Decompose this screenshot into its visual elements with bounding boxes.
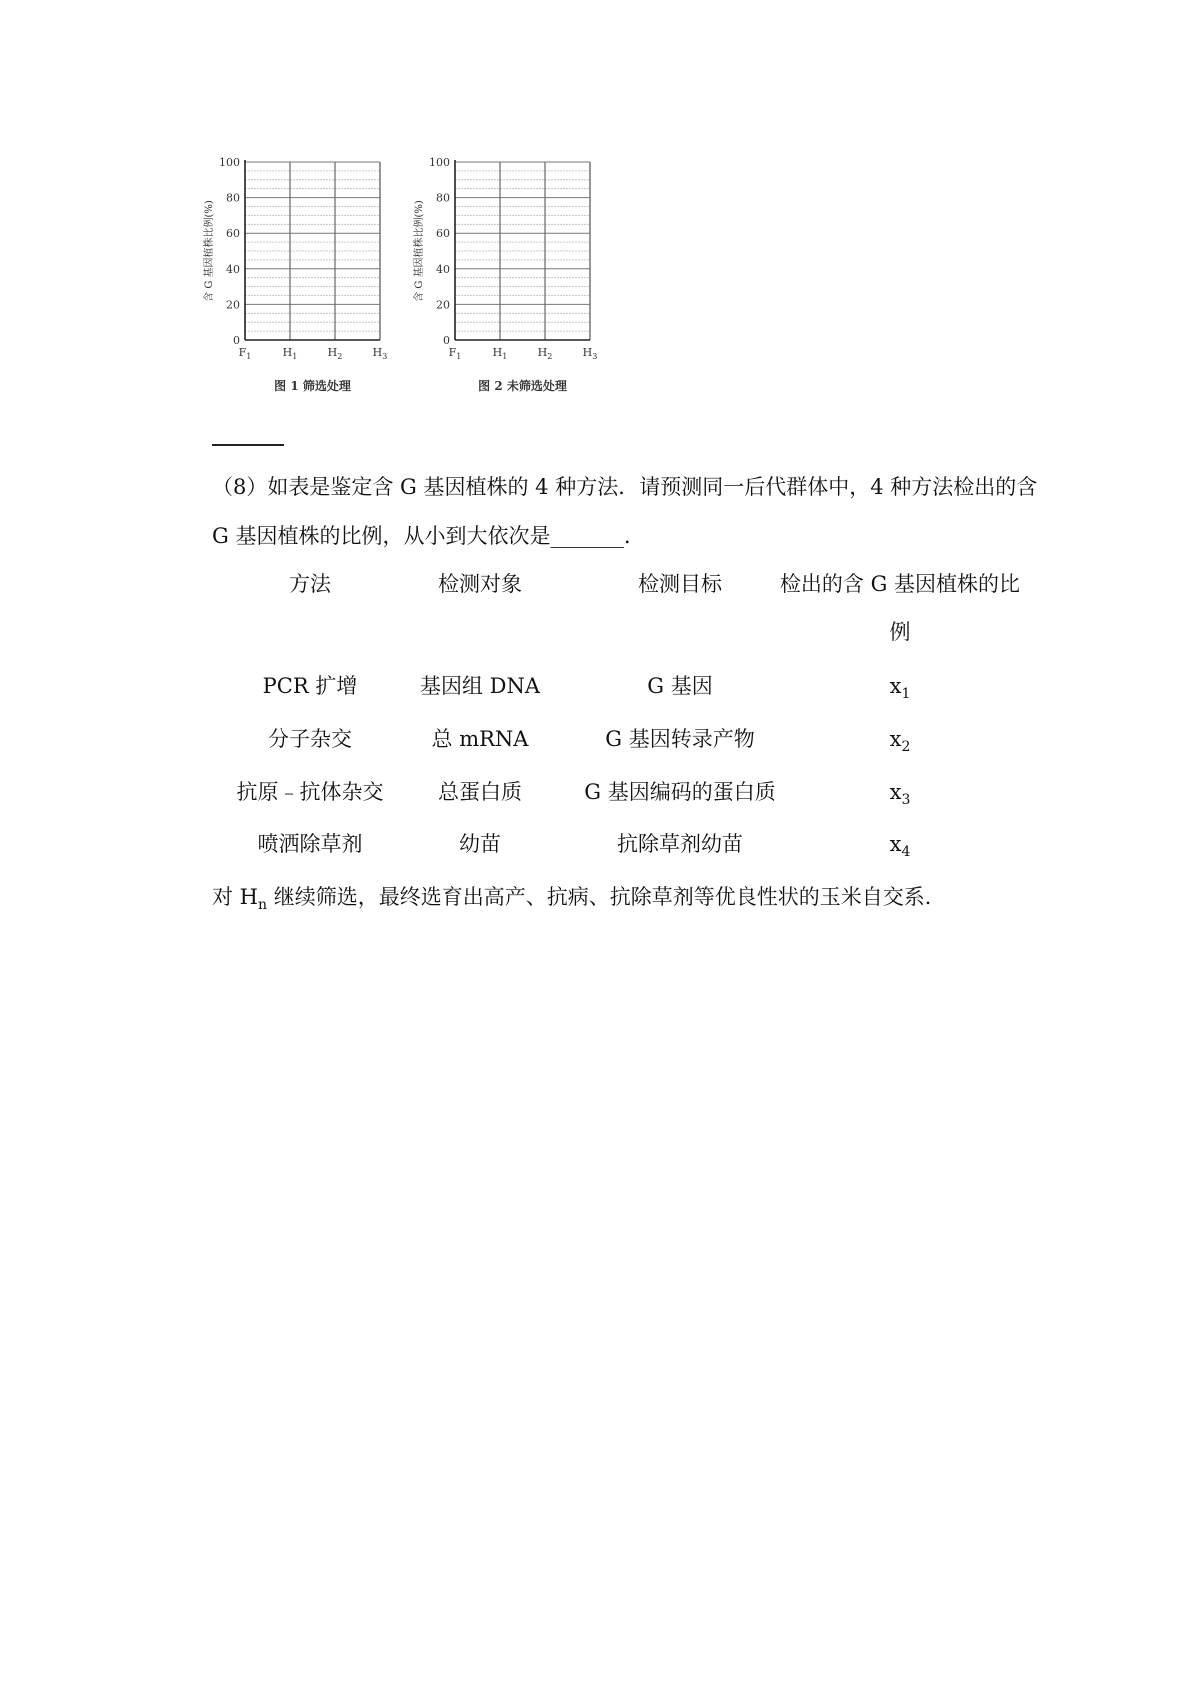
question-line-2: G 基因植株的比例，从小到大依次是_______． bbox=[212, 524, 645, 548]
table-cell-ratio: $x_3$ bbox=[889, 780, 911, 808]
table-header-ratio: 检出的含 G 基因植株的比 bbox=[779, 572, 1021, 596]
y-tick-label: 100 bbox=[429, 156, 450, 169]
table-cell-ratio: $x_4$ bbox=[889, 832, 911, 860]
y-axis-title: 含 G 基因植株比例(%) bbox=[414, 200, 425, 302]
x-tick-label: $F_1$ bbox=[238, 346, 252, 361]
chart-title: 图 2 未筛选处理 bbox=[478, 379, 567, 393]
y-tick-label: 40 bbox=[436, 262, 450, 276]
y-tick-label: 60 bbox=[226, 227, 240, 241]
y-tick-label: 80 bbox=[226, 191, 240, 205]
table-cell-target: 抗除草剂幼苗 bbox=[617, 832, 743, 856]
y-axis-title: 含 G 基因植株比例(%) bbox=[204, 200, 215, 302]
table-cell-object: 基因组 DNA bbox=[419, 674, 541, 698]
x-tick-label: $H_1$ bbox=[492, 346, 508, 361]
y-tick-label: 0 bbox=[233, 334, 240, 347]
y-tick-label: 60 bbox=[436, 227, 450, 241]
table-cell-method: PCR 扩增 bbox=[262, 674, 358, 698]
chart-1-svg bbox=[200, 150, 400, 400]
x-tick-label: $H_3$ bbox=[582, 346, 598, 361]
table-cell-object: 幼苗 bbox=[459, 832, 501, 856]
table-header-ratio-cont: 例 bbox=[889, 620, 911, 644]
y-tick-label: 20 bbox=[436, 298, 450, 312]
table-cell-method: 喷洒除草剂 bbox=[257, 832, 363, 856]
chart-title: 图 1 筛选处理 bbox=[274, 379, 351, 393]
y-tick-label: 0 bbox=[443, 334, 450, 347]
x-tick-label: $H_3$ bbox=[372, 346, 388, 361]
question-line-1: （8）如表是鉴定含 G 基因植株的 4 种方法．请预测同一后代群体中，4 种方法检出的含 bbox=[212, 475, 1038, 499]
x-tick-label: $H_2$ bbox=[327, 346, 343, 361]
table-cell-method: 抗原﹣抗体杂交 bbox=[236, 780, 384, 804]
x-tick-label: $F_1$ bbox=[448, 346, 462, 361]
x-tick-label: $H_2$ bbox=[537, 346, 553, 361]
table-header-method: 方法 bbox=[289, 572, 331, 596]
chart-2-svg bbox=[410, 150, 610, 400]
table-cell-ratio: $x_2$ bbox=[889, 727, 911, 755]
table-cell-object: 总 mRNA bbox=[431, 727, 529, 751]
y-tick-label: 80 bbox=[436, 191, 450, 205]
y-tick-label: 100 bbox=[219, 156, 240, 169]
table-cell-method: 分子杂交 bbox=[268, 727, 352, 751]
table-cell-target: G 基因转录产物 bbox=[605, 727, 755, 751]
answer-blank bbox=[212, 444, 284, 446]
closing-line: 对 $H_n$ 继续筛选，最终选育出高产、抗病、抗除草剂等优良性状的玉米自交系． bbox=[212, 885, 946, 913]
chart-1 bbox=[200, 150, 400, 400]
chart-2 bbox=[410, 150, 610, 400]
table-cell-ratio: $x_1$ bbox=[889, 674, 911, 702]
y-tick-label: 40 bbox=[226, 262, 240, 276]
y-tick-label: 20 bbox=[226, 298, 240, 312]
x-tick-label: $H_1$ bbox=[282, 346, 298, 361]
table-cell-object: 总蛋白质 bbox=[438, 780, 522, 804]
table-header-target: 检测目标 bbox=[638, 572, 722, 596]
table-header-object: 检测对象 bbox=[438, 572, 522, 596]
table-cell-target: G 基因编码的蛋白质 bbox=[584, 780, 776, 804]
table-cell-target: G 基因 bbox=[647, 674, 713, 698]
